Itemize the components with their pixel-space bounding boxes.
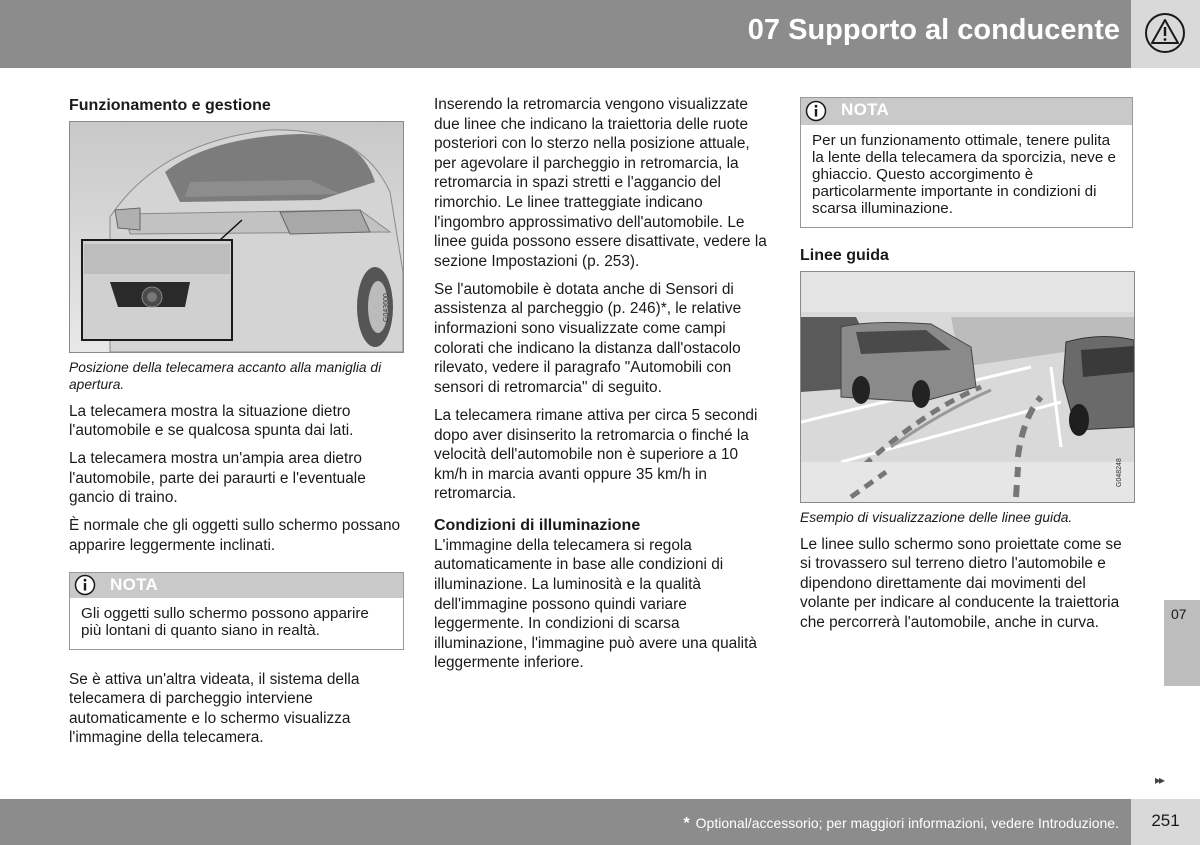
paragraph: L'immagine della telecamera si regola automaticamente in base alle condizioni di illuminazione. La luminosità e la qualità dell'immagine possono quindi variare leggermente. In condizioni di scarsa illuminazione, l'immagine può avere una qualità leggermente inferiore.	[434, 536, 757, 672]
paragraph: La telecamera rimane attiva per circa 5 secondi dopo aver disinserito la retromarcia o finché la velocità dell'automobile non è superiore a 10 km/h in marcia avanti oppure 35 km/h in retromarcia.	[434, 406, 758, 503]
next-page-arrow-icon: ▸▸	[1155, 773, 1164, 787]
note-box	[69, 572, 404, 650]
paragraph: La telecamera mostra un'ampia area dietro l'automobile, parte dei paraurti e l'eventuale gancio di traino.	[69, 450, 366, 507]
note-text: Gli oggetti sullo schermo possono apparire più lontani di quanto siano in realtà.	[81, 604, 369, 639]
warning-triangle-icon	[1144, 12, 1186, 54]
figure-caption: Posizione della telecamera accanto alla maniglia di apertura.	[69, 360, 382, 392]
note-label: NOTA	[841, 100, 890, 119]
chapter-tab-label: 07	[1171, 606, 1187, 622]
paragraph: La telecamera mostra la situazione dietro l'automobile e se qualcosa spunta dai lati.	[69, 402, 354, 440]
footnote-text: Optional/accessorio; per maggiori informazioni, vedere Introduzione.	[695, 815, 1119, 831]
camera-location-figure	[69, 121, 404, 353]
section-heading: Funzionamento e gestione	[69, 97, 271, 114]
car-rear-illustration	[70, 122, 403, 352]
note-box	[800, 97, 1133, 228]
paragraph: Se è attiva un'altra videata, il sistema della telecamera di parcheggio interviene automaticamente e lo schermo visualizza l'immagine della telecamera.	[69, 670, 360, 747]
column-2	[434, 95, 769, 682]
paragraph: È normale che gli oggetti sullo schermo possano apparire leggermente inclinati.	[69, 517, 401, 555]
figure-code: G043600	[383, 293, 390, 322]
info-icon	[74, 574, 96, 596]
paragraph: Le linee sullo schermo sono proiettate come se si trovassero sul terreno dietro l'automobile e dipendono direttamente dai movimenti del volante per indicare al conducente la traiettoria che percorrerà l'automobile, anche in curva.	[800, 535, 1122, 631]
parking-guide-illustration	[801, 272, 1134, 502]
page-number: 251	[1151, 811, 1180, 830]
info-icon	[805, 100, 827, 122]
note-header	[70, 573, 403, 598]
paragraph: Se l'automobile è dotata anche di Sensori di assistenza al parcheggio (p. 246)*, le relative informazioni sono visualizzate come campi colorati che indicano la distanza dall'ostacolo rilevato, vedere il paragrafo "Automobili con sensori di retromarcia" di seguito.	[434, 280, 742, 396]
figure-caption: Esempio di visualizzazione delle linee guida.	[800, 510, 1073, 525]
note-label: NOTA	[110, 574, 159, 594]
footnote-star: *	[683, 815, 690, 832]
column-1	[69, 96, 404, 757]
note-text: Per un funzionamento ottimale, tenere pulita la lente della telecamera da sporcizia, neve e ghiaccio. Questo accorgimento è particolarmente importante in condizioni di scarsa illuminazione.	[812, 132, 1116, 217]
chapter-title: 07 Supporto al conducente	[747, 14, 1120, 46]
column-3	[800, 95, 1133, 641]
chapter-side-tab	[1164, 600, 1200, 686]
paragraph: Inserendo la retromarcia vengono visualizzate due linee che indicano la traiettoria delle ruote posteriori con lo sterzo nella posizione attuale, per agevolare il parcheggio in retromarcia, la retromarcia in spazi stretti e l'aggancio del rimorchio. Le linee tratteggiate indicano l'ingombro approssimativo dell'automobile. Le linee guida possono essere disattivate, vedere la sezione Impostazioni (p. 253).	[434, 96, 767, 270]
section-heading: Linee guida	[800, 247, 889, 264]
guide-lines-figure	[800, 271, 1135, 503]
figure-code: G048248	[1116, 458, 1123, 487]
header-icon-box	[1131, 0, 1200, 68]
footnote	[684, 815, 1119, 833]
section-heading: Condizioni di illuminazione	[434, 516, 641, 534]
note-header	[801, 98, 1132, 125]
